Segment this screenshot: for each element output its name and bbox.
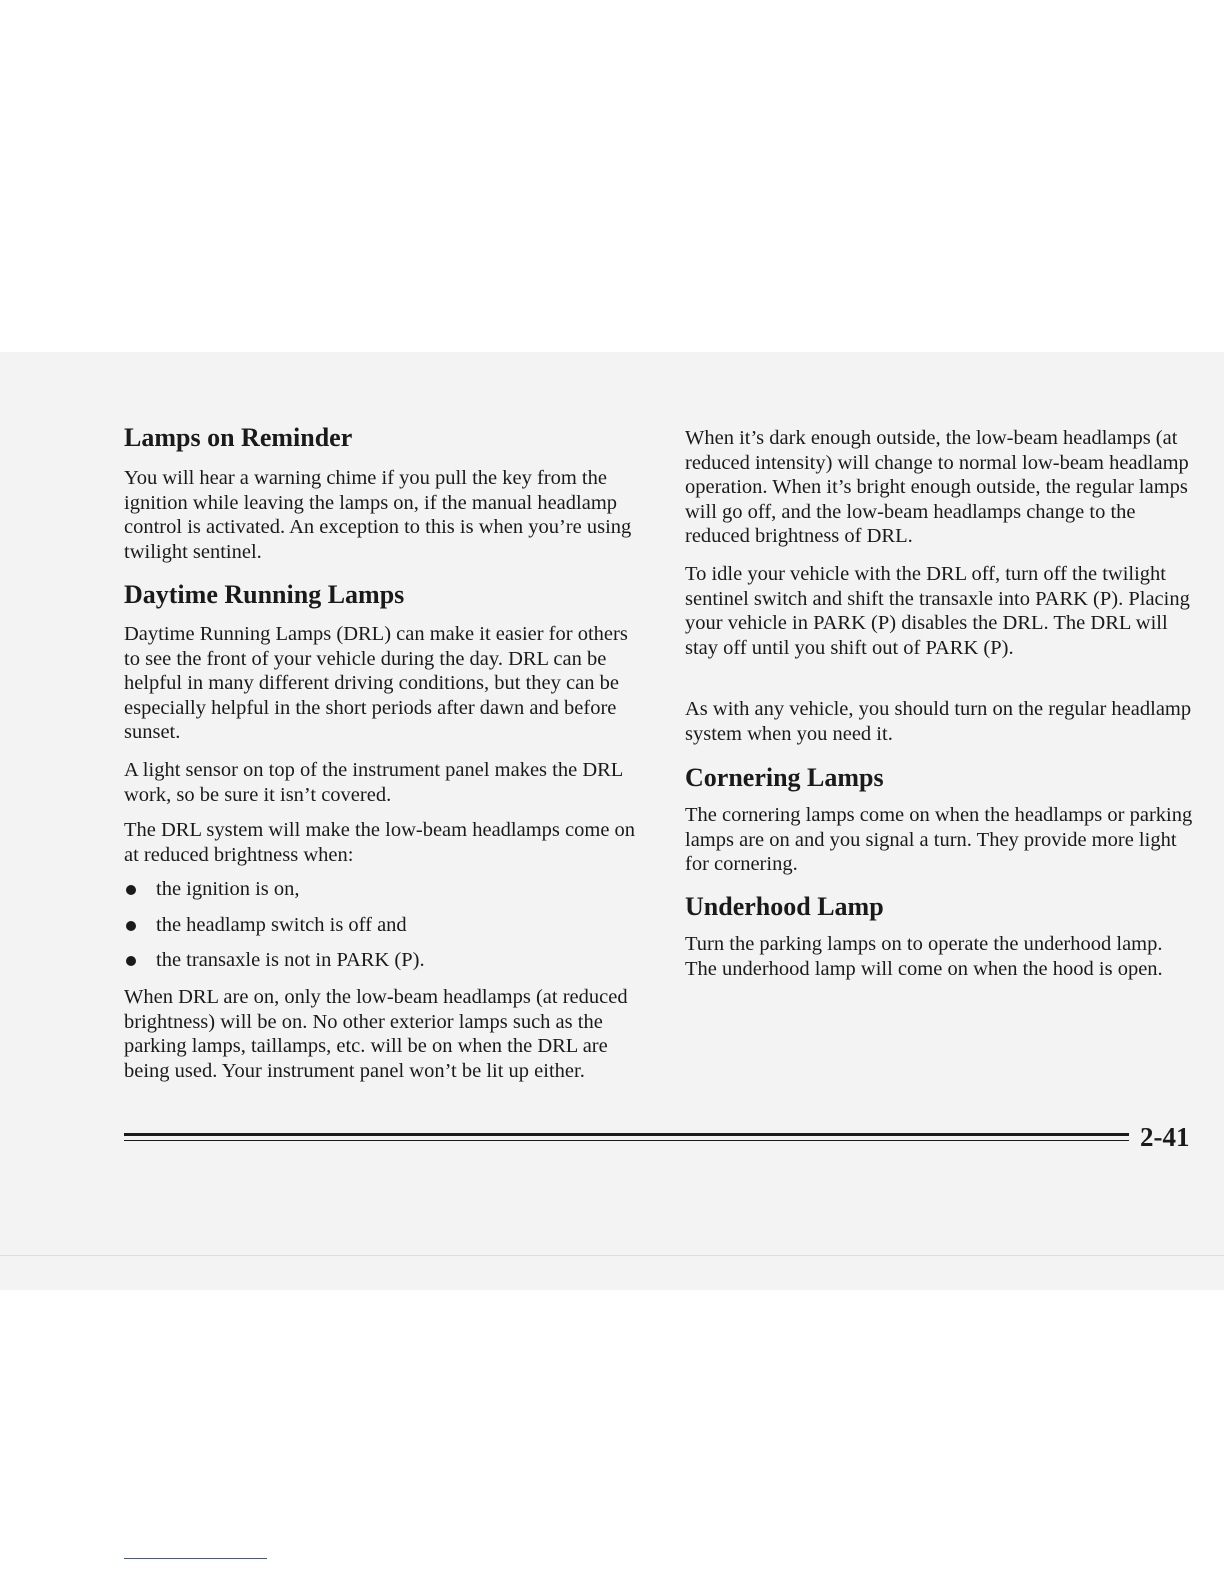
heading-lamps-on-reminder: Lamps on Reminder (124, 423, 353, 452)
list-item-text: the ignition is on, (156, 878, 300, 900)
bottom-link-underline (124, 1558, 267, 1559)
list-item-text: the headlamp switch is off and (156, 913, 407, 936)
page-number: 2-41 (1140, 1122, 1190, 1152)
drl-cont-para-2: To idle your vehicle with the DRL off, turn off the twilight sentinel switch and shift the transaxle into PARK (P). Placing your vehicle in PARK (P) disables the DRL. The DRL will stay off until you shift out of PARK (P). (685, 563, 1190, 659)
bullet-icon (126, 885, 136, 895)
list-item (124, 877, 636, 913)
drl-cont-para-3: As with any vehicle, you should turn on the regular headlamp system when you need it. (685, 698, 1192, 745)
heading-underhood-lamp: Underhood Lamp (685, 892, 884, 921)
footer-rule (124, 1133, 1129, 1136)
bullet-icon (126, 921, 136, 931)
drl-para-2: A light sensor on top of the instrument panel makes the DRL work, so be sure it isn’t covered. (124, 759, 623, 806)
drl-para-4: When DRL are on, only the low-beam headlamps (at reduced brightness) will be on. No other exterior lamps such as the parking lamps, taillamps, etc. will be on when the DRL are being used. Your instrument panel won’t be lit up either. (124, 986, 628, 1082)
list-item (124, 913, 636, 949)
drl-cont-para-1: When it’s dark enough outside, the low-beam headlamps (at reduced intensity) will change to normal low-beam headlamp operation. When it’s bright enough outside, the regular lamps will go off, and the low-beam headlamps change to the reduced brightness of DRL. (685, 427, 1189, 548)
list-item (124, 948, 636, 984)
footer-rule-secondary (124, 1140, 1129, 1141)
list-item-text: the transaxle is not in PARK (P). (156, 949, 425, 971)
lamps-reminder-body: You will hear a warning chime if you pull the key from the ignition while leaving the lamps on, if the manual headlamp control is activated. An exception to this is when you’re using twilight sentinel. (124, 467, 632, 563)
cornering-body: The cornering lamps come on when the headlamps or parking lamps are on and you signal a turn. They provide more light for cornering. (685, 804, 1193, 876)
scan-edge-line (0, 1255, 1224, 1256)
bullet-icon (126, 956, 136, 966)
drl-para-3: The DRL system will make the low-beam headlamps come on at reduced brightness when: (124, 819, 636, 866)
drl-conditions-list (124, 877, 636, 984)
drl-para-1: Daytime Running Lamps (DRL) can make it easier for others to see the front of your vehicle during the day. DRL can be helpful in many different driving conditions, but they can be especially helpful in the short periods after dawn and before sunset. (124, 623, 628, 744)
heading-daytime-running-lamps: Daytime Running Lamps (124, 580, 405, 609)
underhood-body: Turn the parking lamps on to operate the underhood lamp. The underhood lamp will come on when the hood is open. (685, 933, 1163, 980)
heading-cornering-lamps: Cornering Lamps (685, 763, 884, 792)
